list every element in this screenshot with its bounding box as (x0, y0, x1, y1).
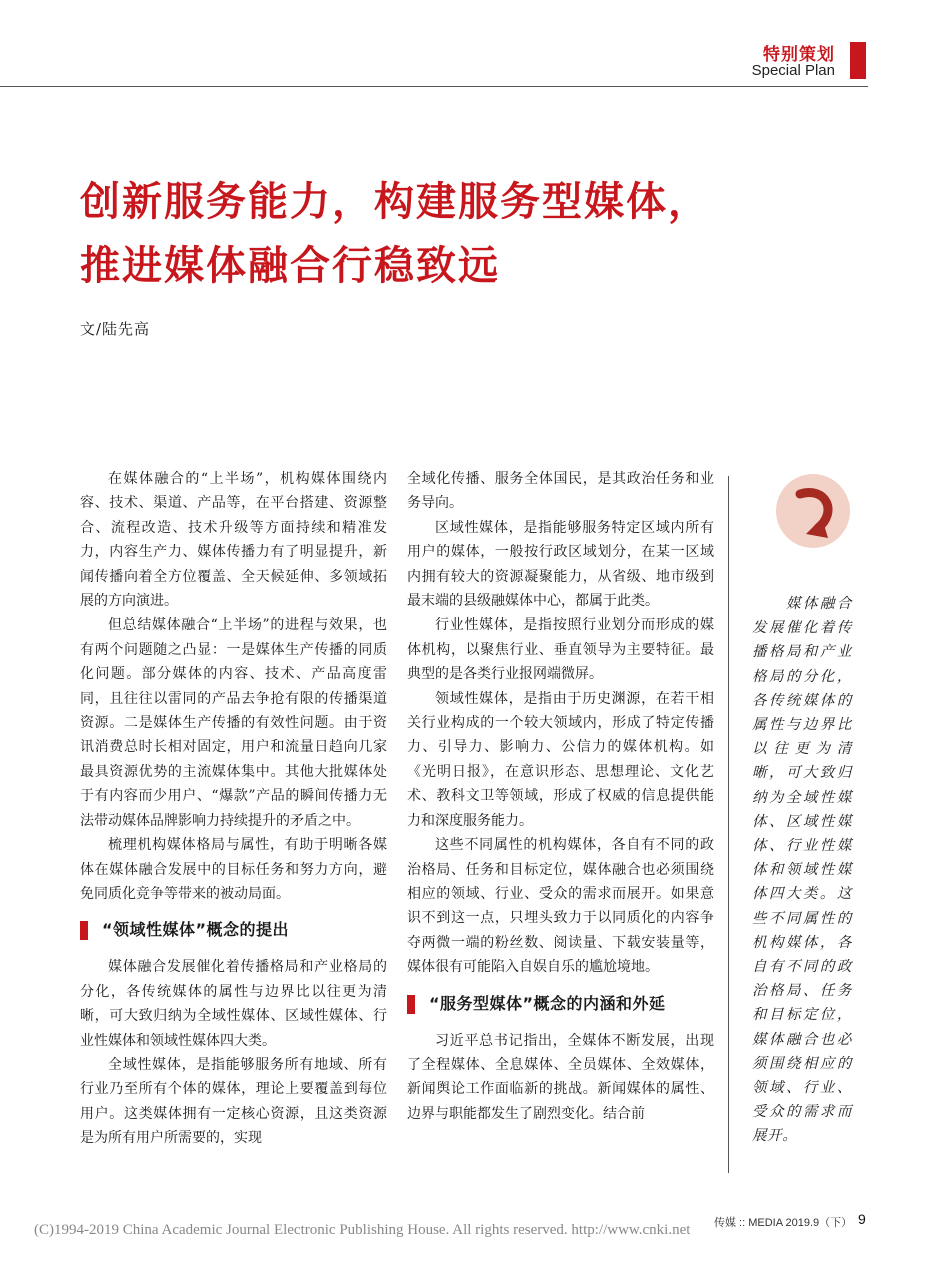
paragraph: 领域性媒体，是指由于历史渊源，在若干相关行业构成的一个较大领域内，形成了特定传播力、引导力、影响力、公信力的媒体机构。如《光明日报》，在意识形态、思想理论、文化艺术、教科文卫等领域，形成了权威的信息提供能力和深度服务能力。 (407, 690, 714, 829)
paragraph: 媒体融合发展催化着传播格局和产业格局的分化，各传统媒体的属性与边界比以往更为清晰，可大致归纳为全域性媒体、区域性媒体、行业性媒体和领域性媒体四大类。 (80, 959, 387, 1049)
paragraph: 但总结媒体融合“上半场”的进程与效果，也有两个问题随之凸显：一是媒体生产传播的同质化问题。部分媒体的内容、技术、产品高度雷同，且往往以雷同的产品去争抢有限的传播渠道资源。二是媒体生产传播的有效性问题。由于资讯消费总时长相对固定，用户和流量日趋向几家最具资源优势的主流媒体集中。其他大批媒体处于有内容而少用户、“爆款”产品的瞬间传播力无法带动媒体品牌影响力持续提升的矛盾之中。 (80, 617, 387, 829)
author-byline: 文/陆先高 (80, 320, 151, 338)
heading-marker (407, 995, 415, 1014)
body-column-1 (80, 467, 387, 1151)
curved-arrow-icon (776, 474, 850, 548)
heading-text: “服务型媒体”概念的内涵和外延 (429, 993, 666, 1013)
paragraph: 梳理机构媒体格局与属性，有助于明晰各媒体在媒体融合发展中的目标任务和努力方向，避免同质化竞争等带来的被动局面。 (80, 837, 387, 902)
heading-text: “领域性媒体”概念的提出 (102, 920, 290, 940)
paragraph: 全域性媒体，是指能够服务所有地域、所有行业乃至所有个体的媒体，理论上要覆盖到每位用户。这类媒体拥有一定核心资源，且这类资源是为所有用户所需要的，实现 (80, 1056, 387, 1147)
paragraph: 在媒体融合的“上半场”，机构媒体围绕内容、技术、渠道、产品等，在平台搭建、资源整合、流程改造、技术升级等方面持续和精准发力，内容生产力、媒体传播力有了明显提升，新闻传播向着全方位覆盖、全天候延伸、多领域拓展的方向演进。 (80, 471, 387, 610)
section-label-english: Special Plan (751, 62, 835, 79)
paragraph: 行业性媒体，是指按照行业划分而形成的媒体机构，以聚焦行业、垂直领导为主要特征。最典型的是各类行业报网端微屏。 (407, 617, 714, 683)
section-accent-bar (850, 42, 866, 79)
page-number: 9 (858, 1211, 866, 1227)
section-label: 特别策划 (763, 45, 835, 65)
copyright-watermark: (C)1994-2019 China Academic Journal Electronic Publishing House. All rights reserved. http://www.cnki.net (34, 1222, 691, 1238)
paragraph: 习近平总书记指出，全媒体不断发展，出现了全程媒体、全息媒体、全员媒体、全效媒体，新闻舆论工作面临新的挑战。新闻媒体的属性、边界与职能都发生了剧烈变化。结合前 (407, 1032, 714, 1122)
journal-footer: 传媒 :: MEDIA 2019.9（下） (714, 1217, 853, 1229)
section-heading (80, 919, 387, 941)
section-heading (407, 993, 714, 1015)
pull-quote: 媒体融合发展催化着传播格局和产业格局的分化，各传统媒体的属性与边界比以往更为清晰，可大致归纳为全域性媒体、区域性媒体、行业性媒体和领域性媒体四大类。这些不同属性的机构媒体，各自有不同的政治格局、任务和目标定位，媒体融合也必须围绕相应的领域、行业、受众的需求而展开。 (752, 596, 852, 1145)
sidebar-divider (728, 476, 729, 1173)
header-rule (0, 86, 868, 87)
title-line-2: 推进媒体融合行稳致远 (80, 243, 500, 289)
paragraph: 这些不同属性的机构媒体，各自有不同的政治格局、任务和目标定位，媒体融合也必须围绕相应的领域、行业、受众的需求而展开。如果意识不到这一点，只埋头致力于以同质化的内容争夺两微一端的粉丝数、阅读量、下载安装量等，媒体很有可能陷入自娱自乐的尴尬境地。 (407, 837, 714, 976)
paragraph: 区域性媒体，是指能够服务特定区域内所有用户的媒体，一般按行政区域划分，在某一区域内拥有较大的资源凝聚能力，从省级、地市级到最末端的县级融媒体中心，都属于此类。 (407, 519, 714, 610)
article-title (80, 170, 860, 298)
paragraph: 全域化传播、服务全体国民，是其政治任务和业务导向。 (407, 471, 714, 512)
title-line-1: 创新服务能力，构建服务型媒体， (80, 179, 710, 225)
heading-marker (80, 921, 88, 940)
body-column-2 (407, 467, 714, 1126)
